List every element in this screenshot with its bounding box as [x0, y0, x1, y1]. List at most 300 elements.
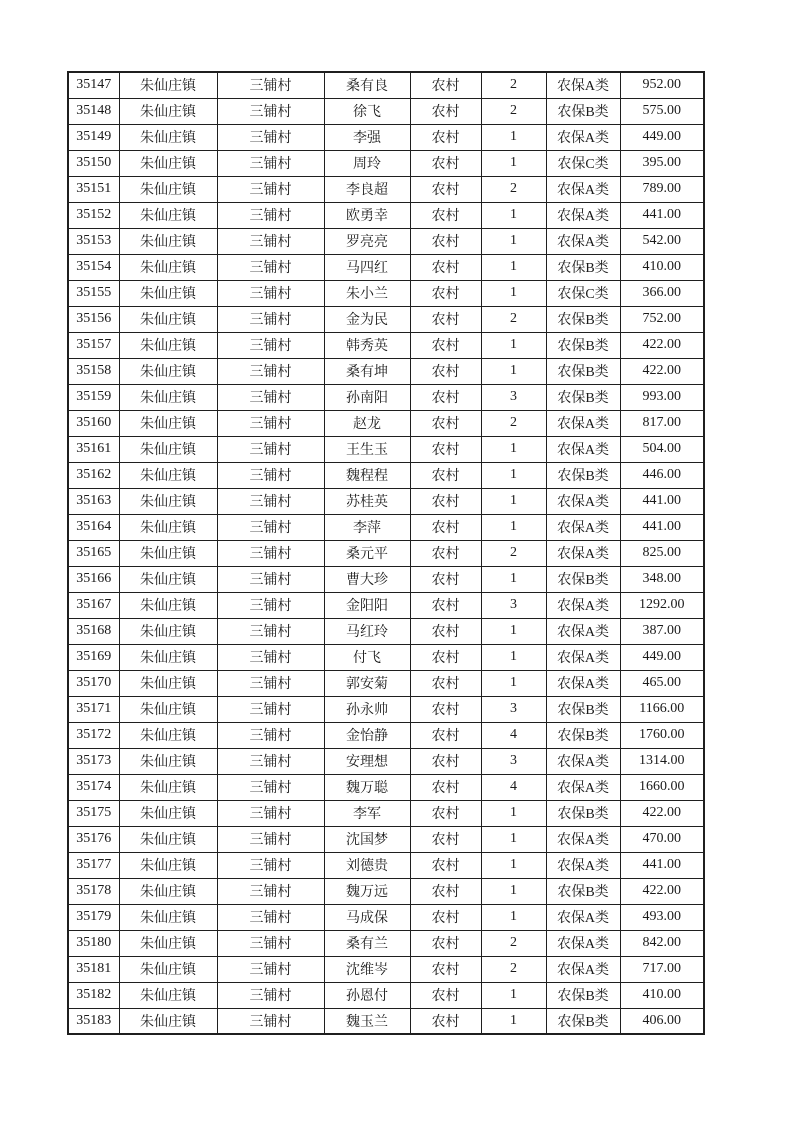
table-body [68, 72, 704, 1034]
table-row [68, 904, 704, 930]
cell-town: 朱仙庄镇 [119, 696, 217, 722]
cell-town: 朱仙庄镇 [119, 878, 217, 904]
table-row [68, 98, 704, 124]
cell-category: 农保A类 [546, 540, 620, 566]
cell-amount: 1166.00 [620, 696, 704, 722]
cell-category: 农保A类 [546, 592, 620, 618]
cell-category: 农保B类 [546, 384, 620, 410]
cell-count: 2 [481, 956, 546, 982]
table-row [68, 176, 704, 202]
cell-village: 三铺村 [217, 202, 324, 228]
cell-count: 1 [481, 566, 546, 592]
cell-town: 朱仙庄镇 [119, 332, 217, 358]
cell-name: 韩秀英 [324, 332, 410, 358]
cell-village: 三铺村 [217, 228, 324, 254]
cell-serial: 35161 [68, 436, 119, 462]
cell-category: 农保B类 [546, 462, 620, 488]
cell-category: 农保B类 [546, 566, 620, 592]
cell-residence: 农村 [410, 696, 481, 722]
cell-village: 三铺村 [217, 748, 324, 774]
table-row [68, 306, 704, 332]
table-row [68, 930, 704, 956]
cell-name: 金为民 [324, 306, 410, 332]
table-row [68, 566, 704, 592]
cell-category: 农保A类 [546, 852, 620, 878]
cell-town: 朱仙庄镇 [119, 514, 217, 540]
cell-town: 朱仙庄镇 [119, 306, 217, 332]
table-row [68, 956, 704, 982]
cell-amount: 752.00 [620, 306, 704, 332]
cell-amount: 1292.00 [620, 592, 704, 618]
cell-village: 三铺村 [217, 410, 324, 436]
table-row [68, 72, 704, 98]
cell-name: 魏万远 [324, 878, 410, 904]
cell-town: 朱仙庄镇 [119, 228, 217, 254]
cell-town: 朱仙庄镇 [119, 150, 217, 176]
cell-amount: 395.00 [620, 150, 704, 176]
cell-name: 赵龙 [324, 410, 410, 436]
cell-residence: 农村 [410, 280, 481, 306]
cell-name: 安理想 [324, 748, 410, 774]
cell-town: 朱仙庄镇 [119, 1008, 217, 1034]
cell-count: 1 [481, 800, 546, 826]
cell-name: 李军 [324, 800, 410, 826]
cell-category: 农保B类 [546, 982, 620, 1008]
cell-category: 农保A类 [546, 436, 620, 462]
table-row [68, 748, 704, 774]
cell-town: 朱仙庄镇 [119, 722, 217, 748]
cell-residence: 农村 [410, 618, 481, 644]
cell-village: 三铺村 [217, 488, 324, 514]
cell-name: 金怡静 [324, 722, 410, 748]
cell-name: 沈国梦 [324, 826, 410, 852]
cell-category: 农保B类 [546, 98, 620, 124]
cell-name: 魏万聪 [324, 774, 410, 800]
cell-village: 三铺村 [217, 670, 324, 696]
cell-count: 1 [481, 644, 546, 670]
cell-village: 三铺村 [217, 904, 324, 930]
cell-count: 1 [481, 228, 546, 254]
cell-village: 三铺村 [217, 618, 324, 644]
cell-village: 三铺村 [217, 878, 324, 904]
cell-town: 朱仙庄镇 [119, 72, 217, 98]
cell-town: 朱仙庄镇 [119, 826, 217, 852]
cell-amount: 1660.00 [620, 774, 704, 800]
cell-name: 李强 [324, 124, 410, 150]
cell-amount: 441.00 [620, 514, 704, 540]
cell-name: 魏玉兰 [324, 1008, 410, 1034]
cell-village: 三铺村 [217, 280, 324, 306]
cell-category: 农保B类 [546, 358, 620, 384]
table-row [68, 852, 704, 878]
cell-residence: 农村 [410, 306, 481, 332]
cell-amount: 422.00 [620, 878, 704, 904]
cell-village: 三铺村 [217, 540, 324, 566]
cell-village: 三铺村 [217, 150, 324, 176]
table-row [68, 982, 704, 1008]
cell-town: 朱仙庄镇 [119, 280, 217, 306]
cell-residence: 农村 [410, 410, 481, 436]
cell-category: 农保A类 [546, 124, 620, 150]
table-row [68, 228, 704, 254]
cell-serial: 35165 [68, 540, 119, 566]
cell-town: 朱仙庄镇 [119, 98, 217, 124]
cell-name: 李良超 [324, 176, 410, 202]
table-row [68, 332, 704, 358]
cell-count: 3 [481, 592, 546, 618]
cell-village: 三铺村 [217, 436, 324, 462]
cell-serial: 35159 [68, 384, 119, 410]
cell-category: 农保B类 [546, 696, 620, 722]
cell-count: 1 [481, 332, 546, 358]
cell-category: 农保A类 [546, 826, 620, 852]
cell-count: 4 [481, 722, 546, 748]
cell-residence: 农村 [410, 384, 481, 410]
cell-count: 4 [481, 774, 546, 800]
cell-residence: 农村 [410, 254, 481, 280]
cell-serial: 35172 [68, 722, 119, 748]
cell-count: 1 [481, 982, 546, 1008]
cell-category: 农保B类 [546, 722, 620, 748]
cell-count: 1 [481, 254, 546, 280]
cell-serial: 35176 [68, 826, 119, 852]
cell-count: 2 [481, 930, 546, 956]
cell-amount: 842.00 [620, 930, 704, 956]
table-row [68, 462, 704, 488]
cell-amount: 422.00 [620, 332, 704, 358]
cell-amount: 465.00 [620, 670, 704, 696]
table-row [68, 410, 704, 436]
cell-serial: 35162 [68, 462, 119, 488]
cell-village: 三铺村 [217, 722, 324, 748]
cell-amount: 387.00 [620, 618, 704, 644]
table-row [68, 280, 704, 306]
cell-name: 李萍 [324, 514, 410, 540]
table-row [68, 826, 704, 852]
cell-name: 马四红 [324, 254, 410, 280]
cell-name: 桑有良 [324, 72, 410, 98]
cell-serial: 35181 [68, 956, 119, 982]
cell-serial: 35154 [68, 254, 119, 280]
cell-count: 3 [481, 384, 546, 410]
cell-residence: 农村 [410, 332, 481, 358]
cell-serial: 35166 [68, 566, 119, 592]
cell-count: 1 [481, 826, 546, 852]
table-row [68, 202, 704, 228]
cell-count: 1 [481, 436, 546, 462]
cell-residence: 农村 [410, 150, 481, 176]
cell-amount: 504.00 [620, 436, 704, 462]
cell-serial: 35168 [68, 618, 119, 644]
cell-category: 农保C类 [546, 150, 620, 176]
cell-serial: 35158 [68, 358, 119, 384]
cell-amount: 493.00 [620, 904, 704, 930]
cell-residence: 农村 [410, 202, 481, 228]
table-row [68, 384, 704, 410]
cell-category: 农保A类 [546, 618, 620, 644]
cell-amount: 470.00 [620, 826, 704, 852]
cell-town: 朱仙庄镇 [119, 124, 217, 150]
cell-name: 欧勇幸 [324, 202, 410, 228]
cell-village: 三铺村 [217, 462, 324, 488]
table-row [68, 488, 704, 514]
cell-category: 农保B类 [546, 800, 620, 826]
table-row [68, 358, 704, 384]
cell-amount: 366.00 [620, 280, 704, 306]
cell-count: 2 [481, 98, 546, 124]
cell-town: 朱仙庄镇 [119, 930, 217, 956]
cell-amount: 575.00 [620, 98, 704, 124]
cell-residence: 农村 [410, 670, 481, 696]
cell-serial: 35174 [68, 774, 119, 800]
cell-name: 朱小兰 [324, 280, 410, 306]
cell-amount: 542.00 [620, 228, 704, 254]
cell-residence: 农村 [410, 904, 481, 930]
cell-name: 桑有坤 [324, 358, 410, 384]
cell-count: 3 [481, 748, 546, 774]
cell-amount: 993.00 [620, 384, 704, 410]
cell-count: 1 [481, 852, 546, 878]
cell-category: 农保A类 [546, 956, 620, 982]
cell-residence: 农村 [410, 644, 481, 670]
cell-amount: 1314.00 [620, 748, 704, 774]
cell-town: 朱仙庄镇 [119, 618, 217, 644]
cell-village: 三铺村 [217, 332, 324, 358]
benefits-table [67, 71, 705, 1035]
cell-count: 1 [481, 358, 546, 384]
cell-residence: 农村 [410, 566, 481, 592]
cell-village: 三铺村 [217, 774, 324, 800]
cell-residence: 农村 [410, 592, 481, 618]
table-row [68, 618, 704, 644]
cell-serial: 35151 [68, 176, 119, 202]
cell-town: 朱仙庄镇 [119, 384, 217, 410]
cell-name: 王生玉 [324, 436, 410, 462]
cell-serial: 35175 [68, 800, 119, 826]
cell-village: 三铺村 [217, 306, 324, 332]
cell-name: 马成保 [324, 904, 410, 930]
cell-category: 农保B类 [546, 254, 620, 280]
cell-town: 朱仙庄镇 [119, 410, 217, 436]
table-row [68, 878, 704, 904]
cell-residence: 农村 [410, 748, 481, 774]
cell-serial: 35169 [68, 644, 119, 670]
cell-serial: 35153 [68, 228, 119, 254]
cell-town: 朱仙庄镇 [119, 852, 217, 878]
cell-serial: 35178 [68, 878, 119, 904]
cell-amount: 410.00 [620, 254, 704, 280]
cell-village: 三铺村 [217, 852, 324, 878]
cell-village: 三铺村 [217, 956, 324, 982]
cell-residence: 农村 [410, 852, 481, 878]
table-row [68, 670, 704, 696]
cell-amount: 422.00 [620, 800, 704, 826]
cell-amount: 717.00 [620, 956, 704, 982]
cell-amount: 441.00 [620, 202, 704, 228]
cell-category: 农保B类 [546, 306, 620, 332]
cell-town: 朱仙庄镇 [119, 592, 217, 618]
table-row [68, 722, 704, 748]
cell-amount: 441.00 [620, 852, 704, 878]
cell-count: 2 [481, 540, 546, 566]
cell-residence: 农村 [410, 956, 481, 982]
cell-serial: 35167 [68, 592, 119, 618]
cell-category: 农保B类 [546, 332, 620, 358]
cell-count: 1 [481, 1008, 546, 1034]
cell-town: 朱仙庄镇 [119, 202, 217, 228]
cell-town: 朱仙庄镇 [119, 982, 217, 1008]
cell-serial: 35157 [68, 332, 119, 358]
cell-category: 农保A类 [546, 774, 620, 800]
table-row [68, 540, 704, 566]
cell-town: 朱仙庄镇 [119, 670, 217, 696]
cell-village: 三铺村 [217, 124, 324, 150]
cell-town: 朱仙庄镇 [119, 462, 217, 488]
cell-category: 农保A类 [546, 410, 620, 436]
cell-residence: 农村 [410, 826, 481, 852]
cell-village: 三铺村 [217, 176, 324, 202]
cell-town: 朱仙庄镇 [119, 956, 217, 982]
cell-residence: 农村 [410, 462, 481, 488]
cell-category: 农保A类 [546, 202, 620, 228]
table-row [68, 644, 704, 670]
cell-residence: 农村 [410, 124, 481, 150]
cell-residence: 农村 [410, 514, 481, 540]
cell-count: 1 [481, 462, 546, 488]
cell-village: 三铺村 [217, 514, 324, 540]
cell-count: 1 [481, 670, 546, 696]
cell-residence: 农村 [410, 228, 481, 254]
cell-village: 三铺村 [217, 98, 324, 124]
cell-village: 三铺村 [217, 644, 324, 670]
cell-town: 朱仙庄镇 [119, 488, 217, 514]
cell-name: 桑有兰 [324, 930, 410, 956]
cell-name: 曹大珍 [324, 566, 410, 592]
cell-serial: 35173 [68, 748, 119, 774]
cell-serial: 35170 [68, 670, 119, 696]
cell-serial: 35163 [68, 488, 119, 514]
cell-name: 马红玲 [324, 618, 410, 644]
cell-amount: 410.00 [620, 982, 704, 1008]
cell-town: 朱仙庄镇 [119, 436, 217, 462]
cell-residence: 农村 [410, 1008, 481, 1034]
table-row [68, 592, 704, 618]
cell-amount: 449.00 [620, 644, 704, 670]
table-row [68, 124, 704, 150]
cell-name: 徐飞 [324, 98, 410, 124]
cell-name: 魏程程 [324, 462, 410, 488]
cell-category: 农保A类 [546, 748, 620, 774]
cell-amount: 441.00 [620, 488, 704, 514]
cell-town: 朱仙庄镇 [119, 800, 217, 826]
cell-residence: 农村 [410, 436, 481, 462]
cell-count: 2 [481, 72, 546, 98]
cell-count: 2 [481, 306, 546, 332]
cell-residence: 农村 [410, 488, 481, 514]
cell-count: 1 [481, 514, 546, 540]
cell-town: 朱仙庄镇 [119, 644, 217, 670]
table-row [68, 800, 704, 826]
cell-amount: 789.00 [620, 176, 704, 202]
cell-town: 朱仙庄镇 [119, 774, 217, 800]
cell-residence: 农村 [410, 98, 481, 124]
cell-town: 朱仙庄镇 [119, 540, 217, 566]
cell-serial: 35147 [68, 72, 119, 98]
cell-town: 朱仙庄镇 [119, 176, 217, 202]
cell-serial: 35180 [68, 930, 119, 956]
table-row [68, 696, 704, 722]
cell-amount: 406.00 [620, 1008, 704, 1034]
cell-name: 刘德贵 [324, 852, 410, 878]
table-row [68, 1008, 704, 1034]
cell-village: 三铺村 [217, 72, 324, 98]
table-row [68, 436, 704, 462]
cell-amount: 825.00 [620, 540, 704, 566]
cell-residence: 农村 [410, 72, 481, 98]
cell-amount: 952.00 [620, 72, 704, 98]
cell-name: 沈维岑 [324, 956, 410, 982]
cell-category: 农保C类 [546, 280, 620, 306]
cell-village: 三铺村 [217, 384, 324, 410]
table-row [68, 774, 704, 800]
cell-count: 1 [481, 280, 546, 306]
cell-amount: 446.00 [620, 462, 704, 488]
cell-serial: 35164 [68, 514, 119, 540]
cell-name: 孙永帅 [324, 696, 410, 722]
cell-serial: 35155 [68, 280, 119, 306]
cell-residence: 农村 [410, 982, 481, 1008]
cell-town: 朱仙庄镇 [119, 904, 217, 930]
cell-count: 1 [481, 878, 546, 904]
cell-category: 农保A类 [546, 72, 620, 98]
cell-residence: 农村 [410, 176, 481, 202]
table-row [68, 150, 704, 176]
cell-name: 金阳阳 [324, 592, 410, 618]
cell-count: 1 [481, 202, 546, 228]
cell-serial: 35152 [68, 202, 119, 228]
cell-residence: 农村 [410, 878, 481, 904]
cell-count: 1 [481, 488, 546, 514]
cell-name: 周玲 [324, 150, 410, 176]
cell-name: 桑元平 [324, 540, 410, 566]
cell-name: 付飞 [324, 644, 410, 670]
cell-category: 农保A类 [546, 904, 620, 930]
cell-serial: 35156 [68, 306, 119, 332]
cell-village: 三铺村 [217, 982, 324, 1008]
cell-count: 1 [481, 124, 546, 150]
cell-village: 三铺村 [217, 592, 324, 618]
table-row [68, 254, 704, 280]
cell-name: 孙南阳 [324, 384, 410, 410]
cell-town: 朱仙庄镇 [119, 254, 217, 280]
cell-town: 朱仙庄镇 [119, 358, 217, 384]
cell-serial: 35150 [68, 150, 119, 176]
cell-amount: 1760.00 [620, 722, 704, 748]
cell-name: 苏桂英 [324, 488, 410, 514]
cell-village: 三铺村 [217, 696, 324, 722]
cell-village: 三铺村 [217, 930, 324, 956]
cell-category: 农保A类 [546, 514, 620, 540]
cell-category: 农保A类 [546, 488, 620, 514]
cell-category: 农保A类 [546, 644, 620, 670]
cell-residence: 农村 [410, 540, 481, 566]
cell-category: 农保A类 [546, 670, 620, 696]
cell-residence: 农村 [410, 722, 481, 748]
cell-amount: 348.00 [620, 566, 704, 592]
cell-residence: 农村 [410, 800, 481, 826]
cell-amount: 817.00 [620, 410, 704, 436]
cell-residence: 农村 [410, 930, 481, 956]
